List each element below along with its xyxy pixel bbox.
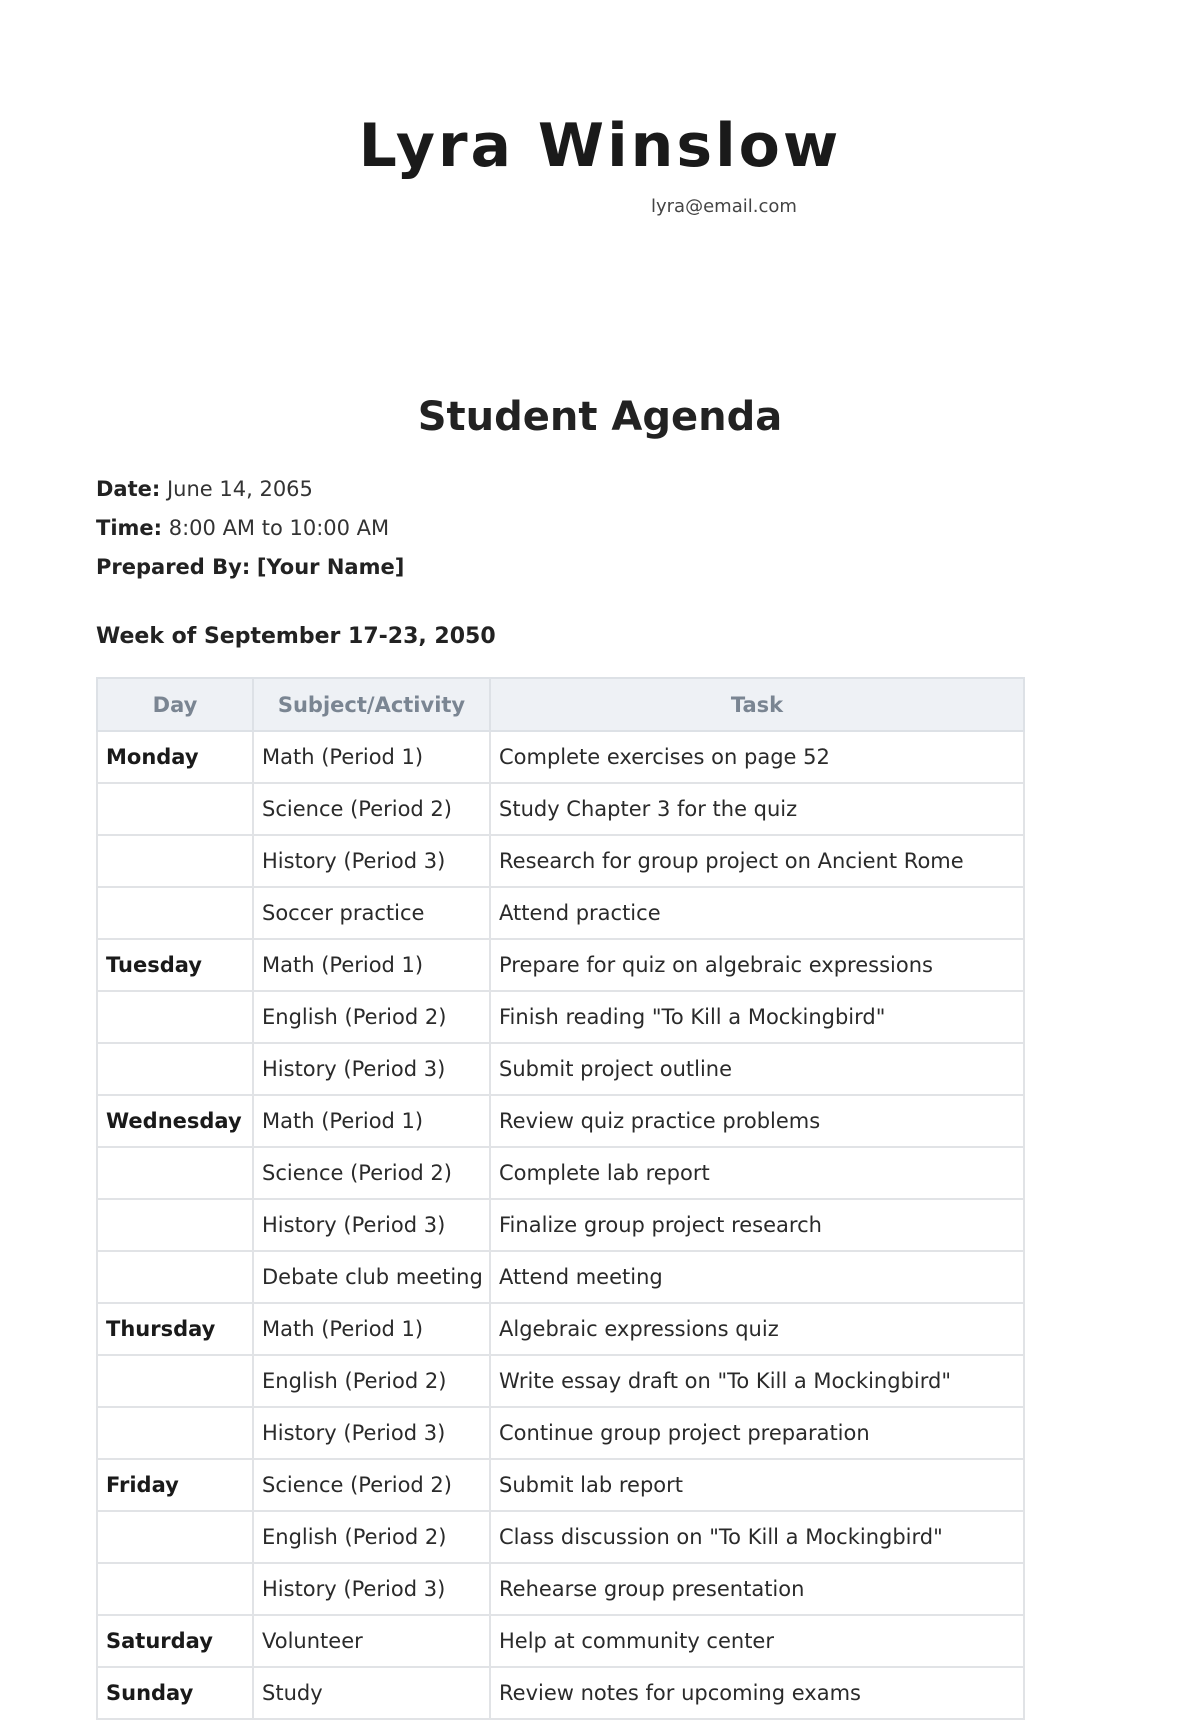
letterhead xyxy=(0,108,1200,217)
table-header-row xyxy=(97,678,1024,731)
task-cell: Complete lab report xyxy=(490,1147,1024,1199)
table-row xyxy=(97,731,1024,783)
task-cell: Attend meeting xyxy=(490,1251,1024,1303)
agenda-table xyxy=(96,677,1025,1720)
table-row xyxy=(97,1511,1024,1563)
day-cell xyxy=(97,1199,253,1251)
task-cell: Prepare for quiz on algebraic expressions xyxy=(490,939,1024,991)
subject-cell: History (Period 3) xyxy=(253,1407,490,1459)
time-row xyxy=(96,509,404,548)
date-row xyxy=(96,470,404,509)
day-cell xyxy=(97,887,253,939)
subject-cell: History (Period 3) xyxy=(253,1199,490,1251)
day-cell xyxy=(97,1251,253,1303)
day-cell xyxy=(97,1511,253,1563)
day-cell: Saturday xyxy=(97,1615,253,1667)
subject-cell: History (Period 3) xyxy=(253,835,490,887)
task-cell: Rehearse group presentation xyxy=(490,1563,1024,1615)
table-row xyxy=(97,1459,1024,1511)
task-cell: Research for group project on Ancient Rome xyxy=(490,835,1024,887)
table-row xyxy=(97,1043,1024,1095)
subject-cell: Science (Period 2) xyxy=(253,783,490,835)
day-cell xyxy=(97,835,253,887)
task-cell: Finish reading "To Kill a Mockingbird" xyxy=(490,991,1024,1043)
task-cell: Class discussion on "To Kill a Mockingbird" xyxy=(490,1511,1024,1563)
time-label: Time: xyxy=(96,516,163,540)
date-label: Date: xyxy=(96,477,161,501)
day-cell xyxy=(97,1355,253,1407)
day-cell: Monday xyxy=(97,731,253,783)
subject-cell: Math (Period 1) xyxy=(253,1095,490,1147)
day-cell xyxy=(97,1563,253,1615)
subject-cell: Science (Period 2) xyxy=(253,1147,490,1199)
table-row xyxy=(97,1251,1024,1303)
task-cell: Complete exercises on page 52 xyxy=(490,731,1024,783)
table-row xyxy=(97,1355,1024,1407)
task-cell: Finalize group project research xyxy=(490,1199,1024,1251)
task-cell: Help at community center xyxy=(490,1615,1024,1667)
table-row xyxy=(97,783,1024,835)
table-row xyxy=(97,1615,1024,1667)
task-cell: Submit lab report xyxy=(490,1459,1024,1511)
header-subject: Subject/Activity xyxy=(253,678,490,731)
page-title: Student Agenda xyxy=(417,394,783,440)
task-cell: Submit project outline xyxy=(490,1043,1024,1095)
task-cell: Algebraic expressions quiz xyxy=(490,1303,1024,1355)
day-cell: Sunday xyxy=(97,1667,253,1719)
subject-cell: Soccer practice xyxy=(253,887,490,939)
letterhead-email: lyra@email.com xyxy=(651,196,797,217)
table-row xyxy=(97,939,1024,991)
day-cell xyxy=(97,1407,253,1459)
day-cell xyxy=(97,1043,253,1095)
subject-cell: History (Period 3) xyxy=(253,1043,490,1095)
subject-cell: Math (Period 1) xyxy=(253,1303,490,1355)
subject-cell: History (Period 3) xyxy=(253,1563,490,1615)
table-row xyxy=(97,1095,1024,1147)
day-cell: Tuesday xyxy=(97,939,253,991)
agenda-meta xyxy=(96,470,404,587)
subject-cell: English (Period 2) xyxy=(253,991,490,1043)
week-heading: Week of September 17-23, 2050 xyxy=(96,624,496,649)
task-cell: Continue group project preparation xyxy=(490,1407,1024,1459)
table-row xyxy=(97,1199,1024,1251)
subject-cell: Math (Period 1) xyxy=(253,939,490,991)
table-row xyxy=(97,1147,1024,1199)
subject-cell: English (Period 2) xyxy=(253,1511,490,1563)
date-value: June 14, 2065 xyxy=(166,477,313,501)
table-row xyxy=(97,835,1024,887)
subject-cell: English (Period 2) xyxy=(253,1355,490,1407)
task-cell: Study Chapter 3 for the quiz xyxy=(490,783,1024,835)
table-row xyxy=(97,1667,1024,1719)
agenda-table-body xyxy=(97,731,1024,1719)
day-cell: Friday xyxy=(97,1459,253,1511)
time-value: 8:00 AM to 10:00 AM xyxy=(168,516,390,540)
subject-cell: Math (Period 1) xyxy=(253,731,490,783)
task-cell: Review quiz practice problems xyxy=(490,1095,1024,1147)
header-task: Task xyxy=(490,678,1024,731)
day-cell: Thursday xyxy=(97,1303,253,1355)
prepared-by-value: [Your Name] xyxy=(256,555,405,579)
day-cell xyxy=(97,1147,253,1199)
table-row xyxy=(97,991,1024,1043)
task-cell: Write essay draft on "To Kill a Mockingbird" xyxy=(490,1355,1024,1407)
table-row xyxy=(97,1407,1024,1459)
task-cell: Review notes for upcoming exams xyxy=(490,1667,1024,1719)
prepared-by-row xyxy=(96,548,404,587)
subject-cell: Science (Period 2) xyxy=(253,1459,490,1511)
subject-cell: Study xyxy=(253,1667,490,1719)
subject-cell: Volunteer xyxy=(253,1615,490,1667)
subject-cell: Debate club meeting xyxy=(253,1251,490,1303)
day-cell xyxy=(97,991,253,1043)
day-cell xyxy=(97,783,253,835)
day-cell: Wednesday xyxy=(97,1095,253,1147)
letterhead-name: Lyra Winslow xyxy=(358,111,842,181)
header-day: Day xyxy=(97,678,253,731)
table-row xyxy=(97,1563,1024,1615)
task-cell: Attend practice xyxy=(490,887,1024,939)
table-row xyxy=(97,1303,1024,1355)
prepared-by-label: Prepared By: xyxy=(96,555,251,579)
table-row xyxy=(97,887,1024,939)
